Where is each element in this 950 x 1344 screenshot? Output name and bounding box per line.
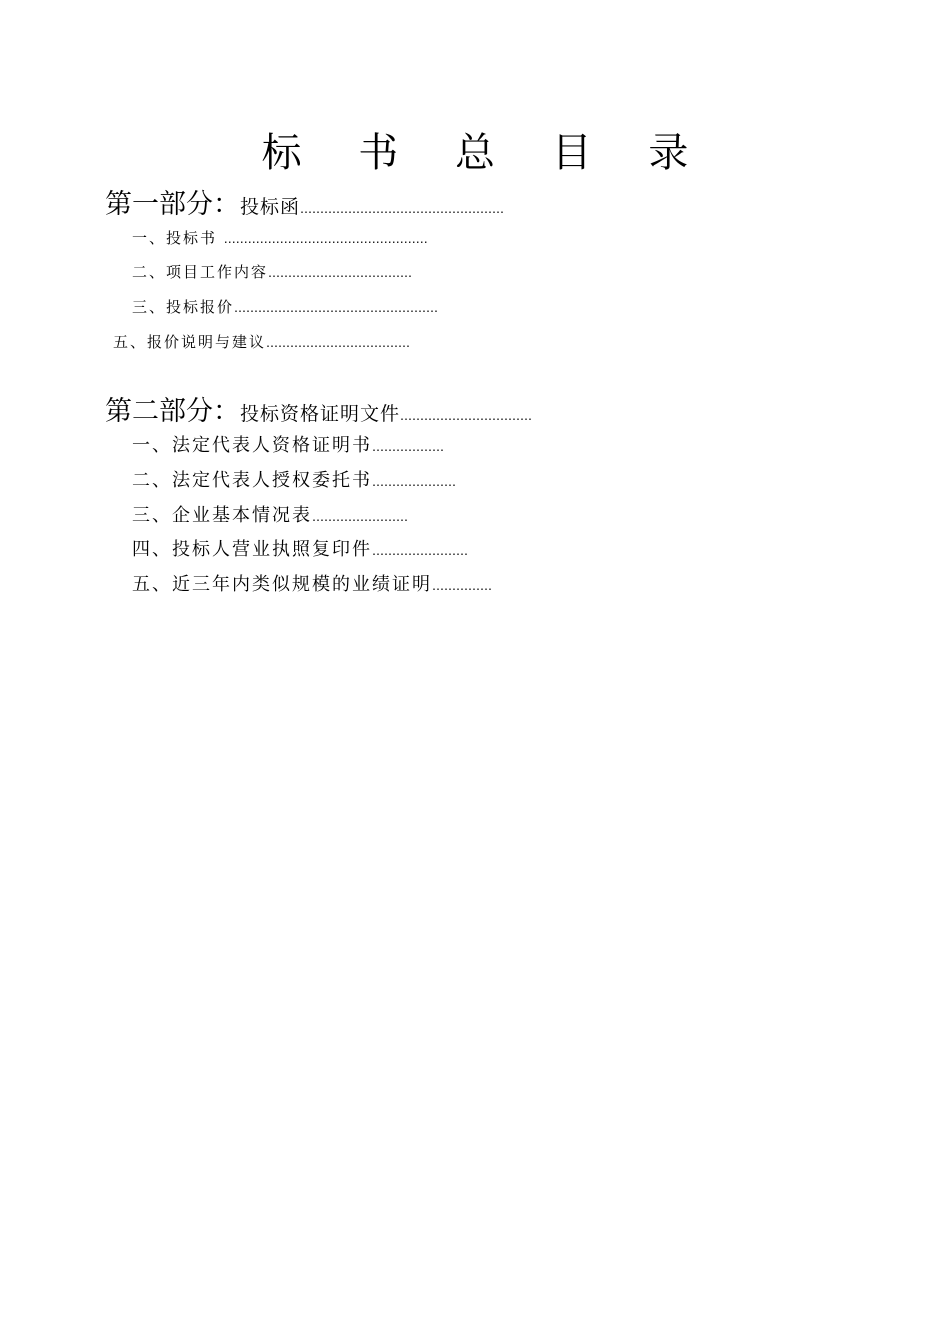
- part1-label: 第一部分：: [105, 189, 240, 220]
- toc-item-label: 一、法定代表人资格证明书: [132, 435, 372, 456]
- part1-item-2: [132, 260, 412, 285]
- leader-dots: ………………………………: [266, 336, 411, 350]
- part2-name: 投标资格证明文件: [240, 403, 401, 425]
- toc-item-label: 三、投标报价: [132, 298, 235, 316]
- leader-dots: ……………………………………………: [223, 232, 428, 246]
- toc-item-label: 二、法定代表人授权委托书: [132, 470, 372, 491]
- toc-item-label: 五、近三年内类似规模的业绩证明: [132, 574, 432, 595]
- toc-item-label: 三、企业基本情况表: [132, 505, 312, 526]
- leader-dots: ……………: [432, 579, 492, 593]
- toc-item-label: 二、项目工作内容: [132, 263, 269, 281]
- part1-leader-dots: ……………………………………………: [300, 202, 505, 216]
- leader-dots: ……………………: [372, 544, 468, 558]
- part1-name: 投标函: [240, 196, 301, 218]
- part2-heading: [105, 395, 532, 433]
- leader-dots: ……………………: [312, 510, 408, 524]
- document-title: 标 书 总 目 录: [261, 130, 711, 176]
- toc-item-label: 一、投标书: [132, 229, 224, 247]
- part2-item-5: [132, 573, 492, 598]
- part2-item-3: [132, 504, 408, 529]
- part2-label: 第二部分：: [105, 396, 240, 427]
- part1-heading: [105, 188, 504, 226]
- toc-item-label: 五、报价说明与建议: [113, 333, 267, 351]
- part1-item-4: [113, 330, 410, 355]
- leader-dots: ………………: [372, 440, 444, 454]
- leader-dots: ……………………………………………: [234, 301, 439, 315]
- part2-leader-dots: ……………………………: [400, 409, 533, 423]
- part2-item-1: [132, 434, 444, 459]
- toc-item-label: 四、投标人营业执照复印件: [132, 539, 372, 560]
- part2-item-2: [132, 469, 456, 494]
- part2-item-4: [132, 538, 468, 563]
- leader-dots: …………………: [372, 475, 456, 489]
- part1-item-1: [132, 226, 428, 251]
- leader-dots: ………………………………: [268, 266, 413, 280]
- part1-item-3: [132, 295, 438, 320]
